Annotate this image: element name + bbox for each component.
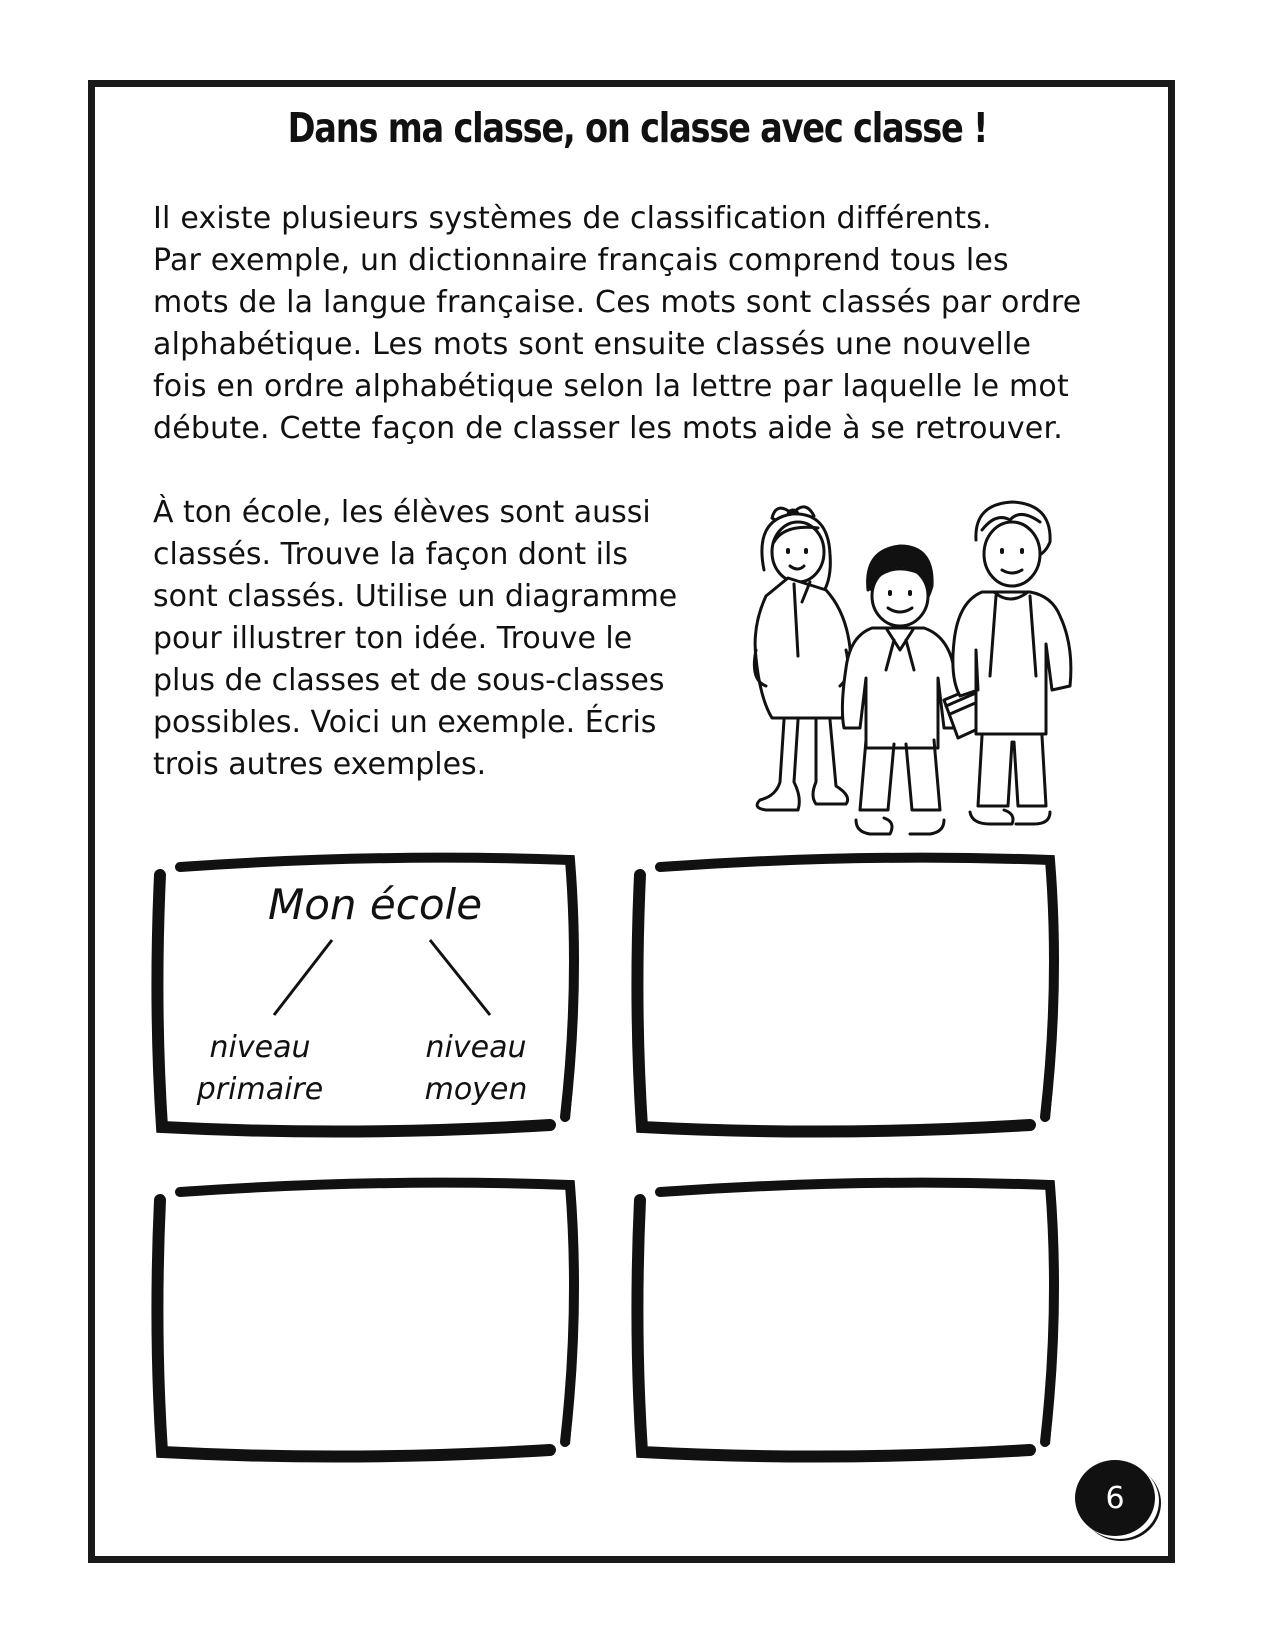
box-frame (150, 1180, 590, 1470)
answer-box-2[interactable] (150, 1180, 590, 1470)
answer-box-3[interactable] (630, 1180, 1070, 1470)
page-number-badge: 6 (1075, 1460, 1155, 1536)
girl-figure (754, 507, 850, 810)
intro-paragraph: Il existe plusieurs systèmes de classification différents. Par exemple, un dictionnaire français comprend tous les mots de la langue française. Ces mots sont classés par ordre alphabétique. Les mots sont ensuite classés une nouvelle fois en ordre alphabétique selon la lettre par laquelle le mot débute. Cette façon de classer les mots aide à se retrouver. (153, 201, 1082, 446)
answer-box-1[interactable] (630, 855, 1070, 1145)
instructions-paragraph: À ton école, les élèves sont aussi classés. Trouve la façon dont ils sont classés. Utilise un diagramme pour illustrer ton idée. Trouve le plus de classes et de sous-classes possibles. Voici un exemple. Écris trois autres exemples. (153, 495, 678, 782)
example-diagram-box (150, 855, 590, 1145)
diagram-left-branch: niveau primaire (196, 1030, 324, 1107)
right-boy-figure (953, 502, 1071, 824)
diagram-right-branch: niveau moyen (424, 1030, 528, 1107)
page-title: Dans ma classe, on classe avec classe ! (287, 104, 988, 152)
box-frame (630, 1180, 1070, 1470)
diagram-root-label: Mon école (268, 880, 483, 929)
box-frame (630, 855, 1070, 1145)
three-children-illustration (750, 500, 1110, 845)
